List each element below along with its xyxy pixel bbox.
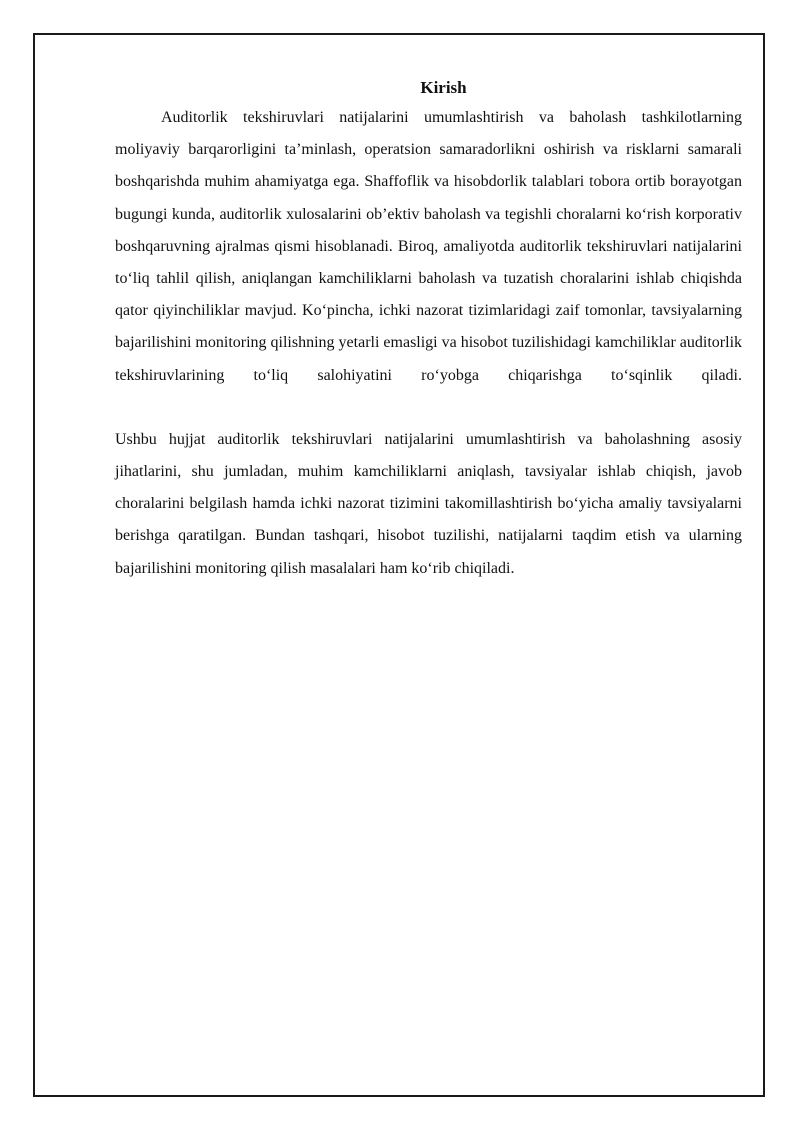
intro-paragraph-1: Auditorlik tekshiruvlari natijalarini umumlashtirish va baholash tashkilotlarning moliyaviy barqarorligini ta’minlash, operatsion samaradorlikni oshirish va risklarni samarali boshqarishda muhim ahamiyatga ega. Shaffoflik va hisobdorlik talablari tobora ortib borayotgan bugungi kunda, auditorlik xulosalarini ob’ektiv baholash va tegishli choralarni ko‘rish korporativ boshqaruvning ajralmas qismi hisoblanadi. Biroq, amaliyotda auditorlik tekshiruvlari natijalarini to‘liq tahlil qilish, aniqlangan kamchiliklarni baholash va tuzatish choralarini ishlab chiqishda qator qiyinchiliklar mavjud. Ko‘pincha, ichki nazorat tizimlaridagi zaif tomonlar, tavsiyalarning bajarilishini monitoring qilishning yetarli emasligi va hisobot tuzilishidagi kamchiliklar auditorlik tekshiruvlarining to‘liq salohiyatini ro‘yobga chiqarishga to‘sqinlik qiladi. <box>115 109 743 384</box>
document-body <box>115 76 742 585</box>
document-title: Kirish <box>420 78 467 97</box>
intro-paragraph-2: Ushbu hujjat auditorlik tekshiruvlari natijalarini umumlashtirish va baholashning asosiy jihatlarini, shu jumladan, muhim kamchiliklarni aniqlash, tavsiyalar ishlab chiqish, javob choralarini belgilash hamda ichki nazorat tizimini takomillashtirish bo‘yicha amaliy tavsiyalarni berishga qaratilgan. Bundan tashqari, hisobot tuzilishi, natijalarni taqdim etish va ularning bajarilishini monitoring qilish masalalari ham ko‘rib chiqiladi. <box>115 430 742 577</box>
